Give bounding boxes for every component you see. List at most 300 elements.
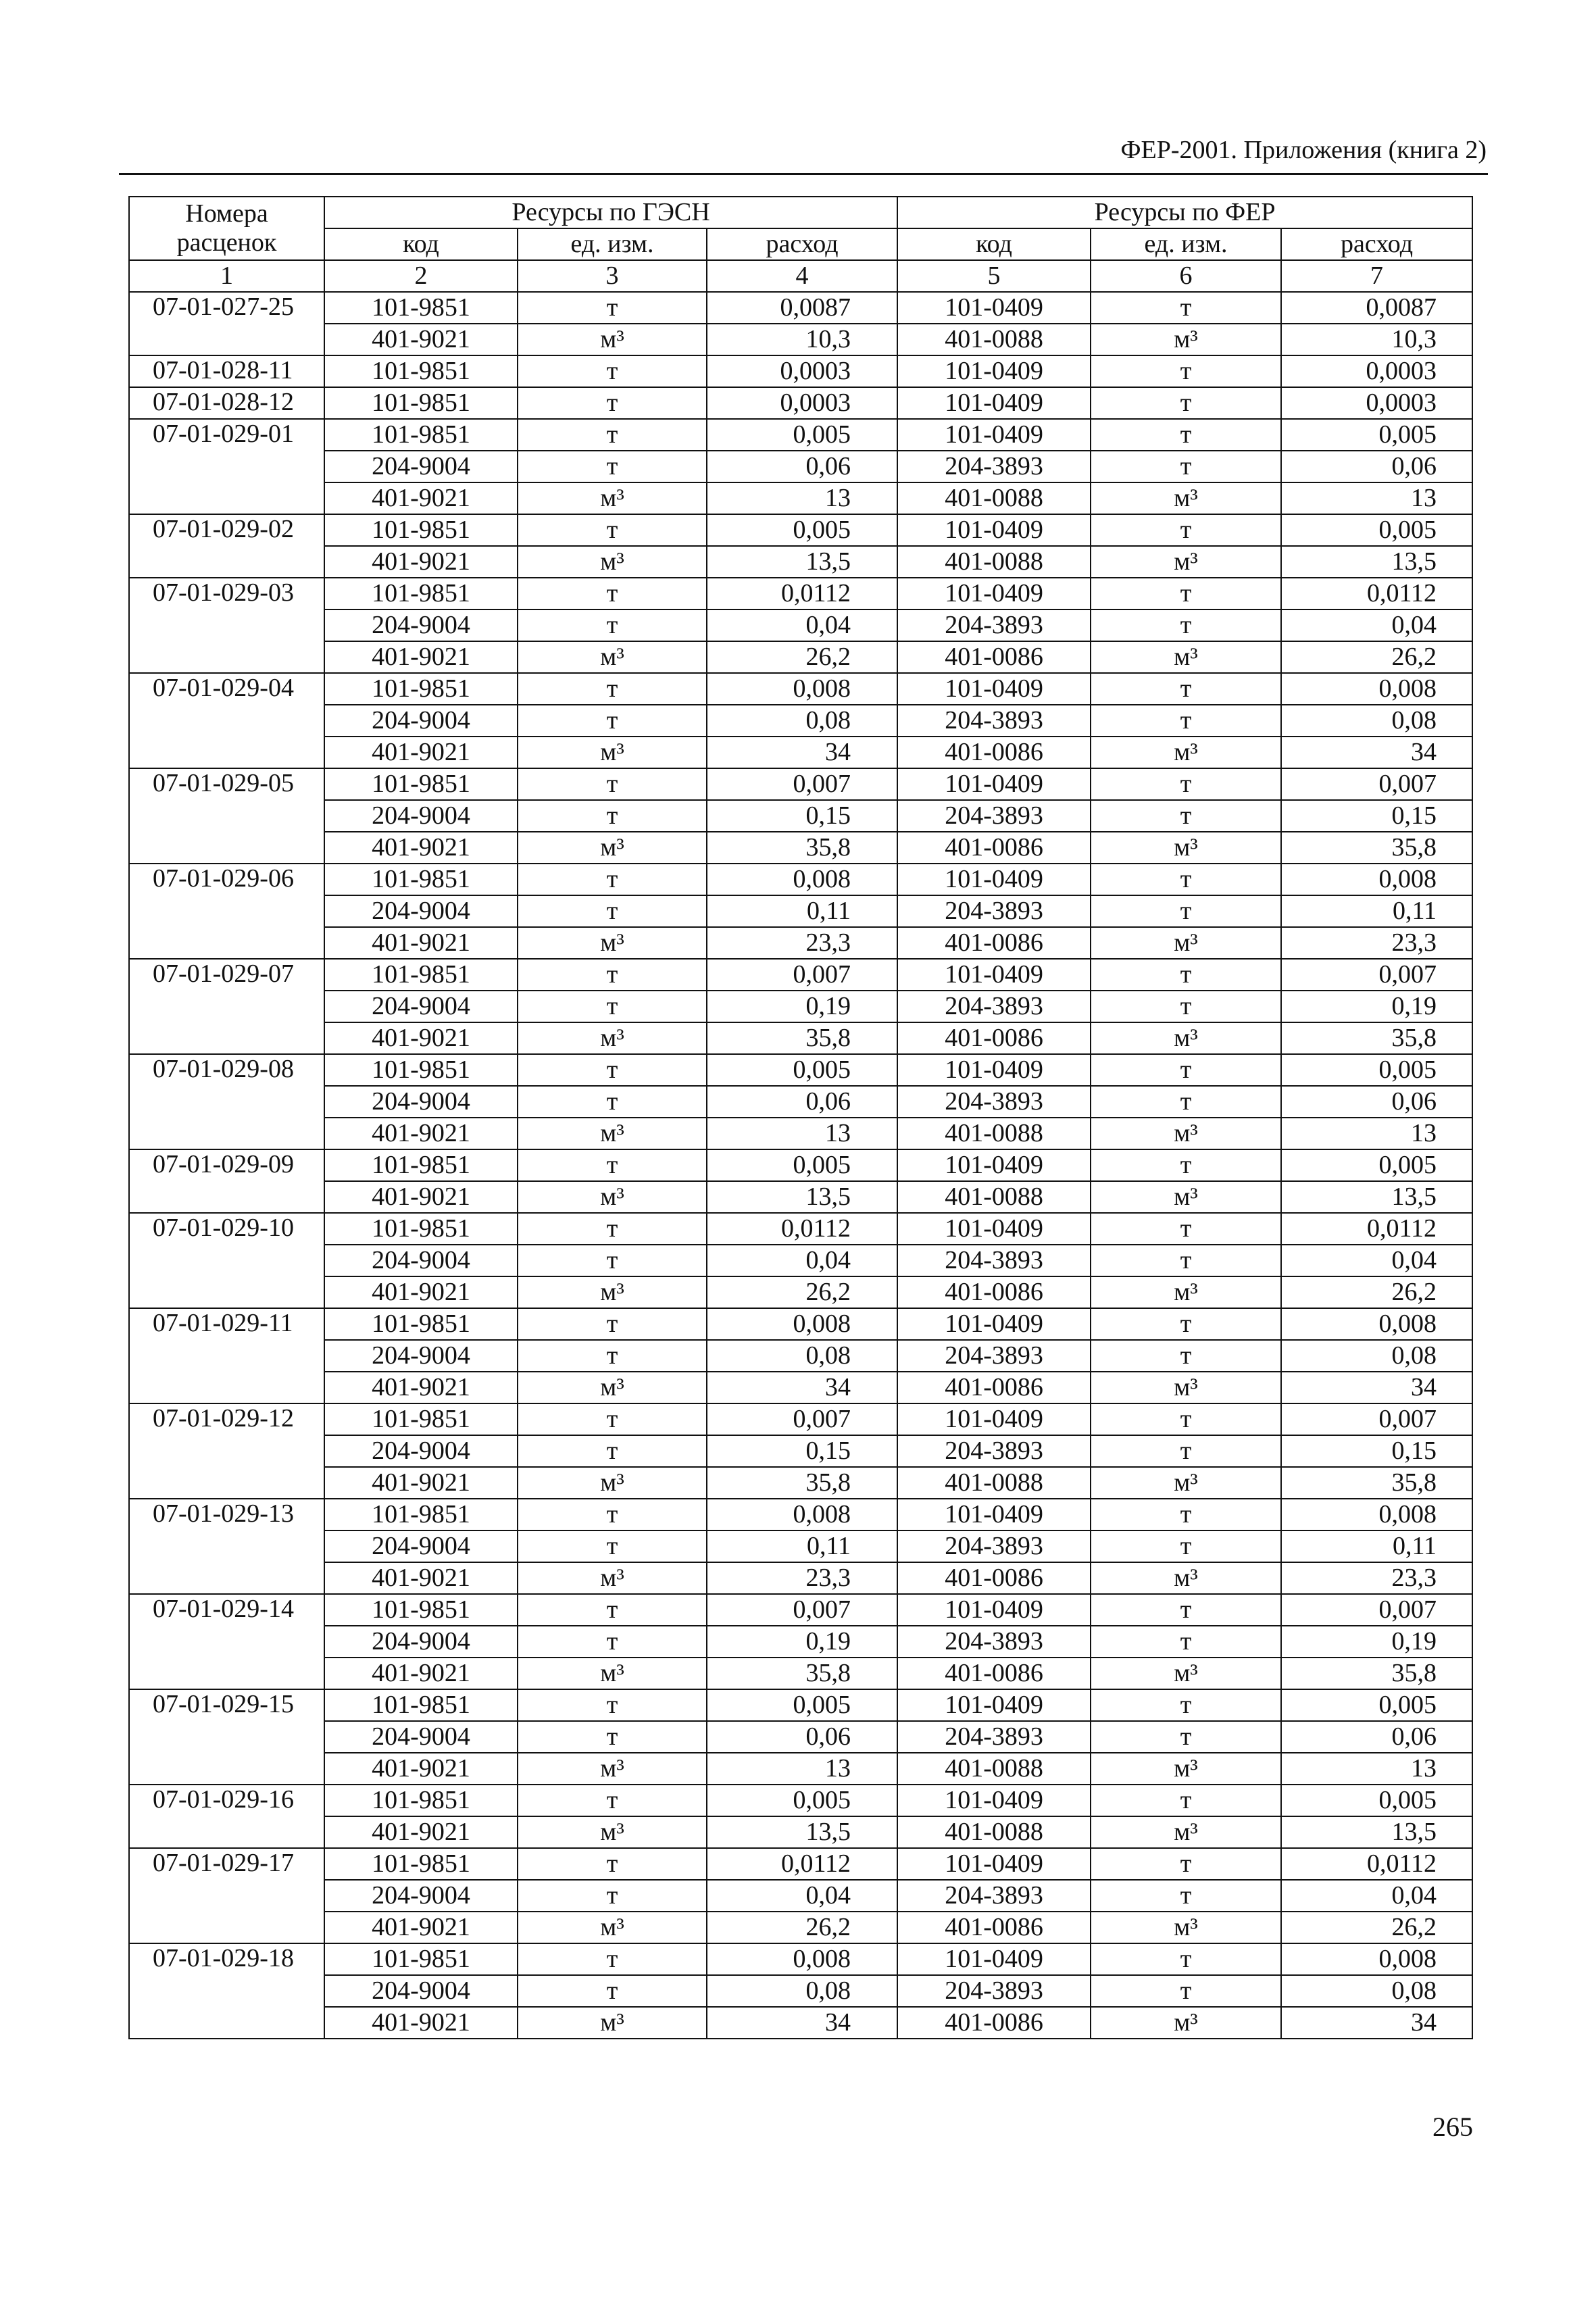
fer-code-cell: 204-3893: [897, 705, 1091, 737]
fer-amount-cell: 0,19: [1281, 1626, 1472, 1658]
table-row: [129, 1435, 1472, 1467]
fer-amount-cell: 0,0003: [1281, 355, 1472, 387]
fer-code-cell: 401-0086: [897, 737, 1091, 768]
gesn-amount-cell: 23,3: [707, 927, 897, 959]
fer-code-cell: 101-0409: [897, 419, 1091, 451]
gesn-amount-cell: 0,11: [707, 1530, 897, 1562]
fer-code-cell: 101-0409: [897, 1848, 1091, 1880]
fer-unit-cell: т: [1091, 1499, 1281, 1530]
fer-amount-cell: 0,0003: [1281, 387, 1472, 419]
gesn-unit-cell: м³: [518, 1658, 707, 1689]
fer-code-cell: 401-0086: [897, 1912, 1091, 1943]
table-row: [129, 1499, 1472, 1530]
gesn-amount-cell: 0,19: [707, 991, 897, 1022]
fer-code-cell: 204-3893: [897, 609, 1091, 641]
gesn-amount-cell: 0,04: [707, 609, 897, 641]
gesn-code-cell: 101-9851: [324, 387, 518, 419]
gesn-amount-cell: 0,007: [707, 1403, 897, 1435]
gesn-code-cell: 204-9004: [324, 1086, 518, 1118]
fer-code-cell: 401-0086: [897, 1022, 1091, 1054]
table-row: [129, 895, 1472, 927]
gesn-code-cell: 101-9851: [324, 1594, 518, 1626]
gesn-code-cell: 101-9851: [324, 959, 518, 991]
table-row: [129, 1753, 1472, 1785]
fer-code-cell: 204-3893: [897, 1435, 1091, 1467]
fer-amount-cell: 0,0112: [1281, 1213, 1472, 1245]
fer-code-cell: 401-0088: [897, 546, 1091, 578]
fer-code-cell: 401-0086: [897, 1372, 1091, 1403]
column-number-row: [129, 260, 1472, 292]
gesn-unit-cell: м³: [518, 1816, 707, 1848]
gesn-amount-cell: 13: [707, 1118, 897, 1149]
fer-code-cell: 101-0409: [897, 292, 1091, 324]
gesn-unit-cell: т: [518, 1626, 707, 1658]
fer-unit-cell: т: [1091, 387, 1281, 419]
gesn-amount-cell: 0,005: [707, 1785, 897, 1816]
fer-code-cell: 101-0409: [897, 1308, 1091, 1340]
gesn-amount-cell: 0,0112: [707, 1848, 897, 1880]
gesn-unit-cell: т: [518, 673, 707, 705]
table-row: [129, 1530, 1472, 1562]
fer-amount-cell: 0,005: [1281, 1149, 1472, 1181]
gesn-amount-cell: 0,008: [707, 1943, 897, 1975]
gesn-code-cell: 101-9851: [324, 1149, 518, 1181]
fer-unit-cell: т: [1091, 959, 1281, 991]
rate-number-cell: 07-01-029-11: [129, 1308, 324, 1403]
table-row: [129, 959, 1472, 991]
resource-table: [128, 196, 1473, 2039]
fer-code-cell: 204-3893: [897, 895, 1091, 927]
fer-amount-cell: 0,08: [1281, 1975, 1472, 2007]
gesn-unit-cell: т: [518, 1340, 707, 1372]
gesn-code-cell: 204-9004: [324, 1340, 518, 1372]
fer-code-cell: 101-0409: [897, 1689, 1091, 1721]
fer-unit-cell: т: [1091, 1626, 1281, 1658]
fer-amount-cell: 0,005: [1281, 1054, 1472, 1086]
gesn-amount-cell: 13,5: [707, 546, 897, 578]
gesn-unit-cell: м³: [518, 832, 707, 864]
fer-code-cell: 101-0409: [897, 1054, 1091, 1086]
gesn-unit-cell: м³: [518, 482, 707, 514]
fer-code-cell: 101-0409: [897, 387, 1091, 419]
fer-unit-cell: т: [1091, 1689, 1281, 1721]
fer-unit-cell: м³: [1091, 1467, 1281, 1499]
fer-unit-cell: т: [1091, 1594, 1281, 1626]
gesn-code-cell: 401-9021: [324, 2007, 518, 2039]
table-row: [129, 1975, 1472, 2007]
gesn-code-cell: 204-9004: [324, 895, 518, 927]
table-row: [129, 1658, 1472, 1689]
fer-code-cell: 204-3893: [897, 800, 1091, 832]
gesn-code-cell: 101-9851: [324, 292, 518, 324]
fer-unit-cell: м³: [1091, 482, 1281, 514]
page-number: 265: [1432, 2112, 1473, 2142]
fer-amount-cell: 13: [1281, 1753, 1472, 1785]
gesn-unit-cell: т: [518, 451, 707, 482]
gesn-amount-cell: 35,8: [707, 1022, 897, 1054]
fer-code-cell: 401-0088: [897, 1467, 1091, 1499]
fer-unit-cell: т: [1091, 705, 1281, 737]
fer-unit-cell: т: [1091, 800, 1281, 832]
table-row: [129, 1594, 1472, 1626]
rate-number-cell: 07-01-029-03: [129, 578, 324, 673]
gesn-unit-cell: м³: [518, 546, 707, 578]
gesn-code-cell: 401-9021: [324, 546, 518, 578]
gesn-amount-cell: 0,005: [707, 514, 897, 546]
fer-amount-cell: 0,005: [1281, 514, 1472, 546]
table-row: [129, 292, 1472, 324]
fer-code-header: код: [897, 228, 1091, 260]
gesn-code-cell: 401-9021: [324, 324, 518, 355]
gesn-amount-cell: 0,08: [707, 1340, 897, 1372]
table-row: [129, 578, 1472, 609]
gesn-code-cell: 401-9021: [324, 1658, 518, 1689]
gesn-code-cell: 204-9004: [324, 1721, 518, 1753]
table-head: [129, 197, 1472, 292]
gesn-amount-cell: 13: [707, 482, 897, 514]
fer-amount-cell: 0,04: [1281, 1245, 1472, 1276]
fer-code-cell: 101-0409: [897, 355, 1091, 387]
gesn-amount-cell: 35,8: [707, 832, 897, 864]
gesn-unit-cell: м³: [518, 927, 707, 959]
table-row: [129, 832, 1472, 864]
table-row: [129, 1372, 1472, 1403]
fer-amount-cell: 0,0112: [1281, 1848, 1472, 1880]
rate-number-cell: 07-01-029-05: [129, 768, 324, 864]
gesn-amount-cell: 0,0112: [707, 1213, 897, 1245]
rate-number-cell: 07-01-029-08: [129, 1054, 324, 1149]
fer-code-cell: 401-0086: [897, 2007, 1091, 2039]
gesn-amount-cell: 26,2: [707, 641, 897, 673]
fer-code-cell: 101-0409: [897, 1213, 1091, 1245]
gesn-unit-cell: т: [518, 387, 707, 419]
rate-number-cell: 07-01-029-12: [129, 1403, 324, 1499]
gesn-amount-cell: 0,005: [707, 419, 897, 451]
fer-amount-cell: 0,0087: [1281, 292, 1472, 324]
gesn-unit-cell: т: [518, 514, 707, 546]
fer-code-cell: 401-0086: [897, 641, 1091, 673]
gesn-code-cell: 401-9021: [324, 1372, 518, 1403]
fer-amount-cell: 35,8: [1281, 1658, 1472, 1689]
fer-unit-cell: т: [1091, 578, 1281, 609]
gesn-code-cell: 101-9851: [324, 1689, 518, 1721]
gesn-unit-cell: т: [518, 1086, 707, 1118]
gesn-amount-cell: 0,06: [707, 1086, 897, 1118]
fer-amount-cell: 10,3: [1281, 324, 1472, 355]
rate-number-cell: 07-01-028-12: [129, 387, 324, 419]
fer-unit-cell: м³: [1091, 832, 1281, 864]
table-row: [129, 1086, 1472, 1118]
fer-unit-cell: м³: [1091, 1276, 1281, 1308]
fer-amount-cell: 0,005: [1281, 419, 1472, 451]
fer-unit-cell: т: [1091, 1975, 1281, 2007]
fer-code-cell: 401-0088: [897, 482, 1091, 514]
rate-number-cell: 07-01-029-01: [129, 419, 324, 514]
rate-number-cell: 07-01-029-17: [129, 1848, 324, 1943]
fer-amount-header: расход: [1281, 228, 1472, 260]
fer-amount-cell: 23,3: [1281, 1562, 1472, 1594]
fer-unit-cell: м³: [1091, 546, 1281, 578]
fer-code-cell: 101-0409: [897, 864, 1091, 895]
gesn-unit-cell: т: [518, 1880, 707, 1912]
fer-amount-cell: 35,8: [1281, 1022, 1472, 1054]
gesn-code-cell: 204-9004: [324, 451, 518, 482]
fer-amount-cell: 26,2: [1281, 1912, 1472, 1943]
gesn-unit-cell: т: [518, 1594, 707, 1626]
fer-code-cell: 401-0088: [897, 1753, 1091, 1785]
gesn-amount-cell: 0,15: [707, 800, 897, 832]
fer-amount-cell: 13,5: [1281, 1816, 1472, 1848]
fer-code-cell: 101-0409: [897, 768, 1091, 800]
table-row: [129, 800, 1472, 832]
gesn-code-cell: 204-9004: [324, 1435, 518, 1467]
fer-amount-cell: 26,2: [1281, 641, 1472, 673]
table-row: [129, 1467, 1472, 1499]
fer-unit-cell: м³: [1091, 1912, 1281, 1943]
gesn-code-cell: 204-9004: [324, 1530, 518, 1562]
fer-unit-cell: т: [1091, 1943, 1281, 1975]
gesn-amount-cell: 23,3: [707, 1562, 897, 1594]
fer-unit-header: ед. изм.: [1091, 228, 1281, 260]
running-header: ФЕР-2001. Приложения (книга 2): [1120, 136, 1487, 164]
fer-amount-cell: 0,007: [1281, 1594, 1472, 1626]
gesn-amount-cell: 10,3: [707, 324, 897, 355]
gesn-unit-cell: м³: [518, 1022, 707, 1054]
column-number: 4: [707, 260, 897, 292]
fer-code-cell: 204-3893: [897, 451, 1091, 482]
rate-number-header: Номера расценок: [129, 197, 324, 260]
table-row: [129, 1626, 1472, 1658]
gesn-code-cell: 101-9851: [324, 578, 518, 609]
column-number: 2: [324, 260, 518, 292]
gesn-unit-cell: т: [518, 1848, 707, 1880]
gesn-unit-cell: т: [518, 1530, 707, 1562]
fer-code-cell: 401-0088: [897, 1816, 1091, 1848]
gesn-code-cell: 101-9851: [324, 514, 518, 546]
column-number: 5: [897, 260, 1091, 292]
gesn-amount-cell: 26,2: [707, 1912, 897, 1943]
fer-code-cell: 101-0409: [897, 1785, 1091, 1816]
fer-code-cell: 101-0409: [897, 514, 1091, 546]
gesn-unit-cell: т: [518, 705, 707, 737]
rate-number-cell: 07-01-028-11: [129, 355, 324, 387]
table-body: [129, 292, 1472, 2039]
fer-code-cell: 401-0088: [897, 324, 1091, 355]
table-row: [129, 451, 1472, 482]
gesn-code-cell: 101-9851: [324, 1943, 518, 1975]
fer-unit-cell: т: [1091, 864, 1281, 895]
fer-amount-cell: 0,005: [1281, 1689, 1472, 1721]
table-row: [129, 514, 1472, 546]
gesn-amount-cell: 0,15: [707, 1435, 897, 1467]
fer-amount-cell: 0,15: [1281, 1435, 1472, 1467]
fer-unit-cell: т: [1091, 1308, 1281, 1340]
fer-unit-cell: м³: [1091, 1181, 1281, 1213]
column-number: 6: [1091, 260, 1281, 292]
gesn-unit-cell: т: [518, 355, 707, 387]
fer-code-cell: 101-0409: [897, 1403, 1091, 1435]
fer-code-cell: 204-3893: [897, 1880, 1091, 1912]
fer-amount-cell: 0,06: [1281, 1721, 1472, 1753]
rate-number-cell: 07-01-029-18: [129, 1943, 324, 2039]
fer-code-cell: 101-0409: [897, 1499, 1091, 1530]
table-row: [129, 1054, 1472, 1086]
rate-number-cell: 07-01-029-13: [129, 1499, 324, 1594]
gesn-unit-cell: м³: [518, 1181, 707, 1213]
gesn-unit-cell: т: [518, 800, 707, 832]
fer-code-cell: 204-3893: [897, 1721, 1091, 1753]
fer-amount-cell: 0,008: [1281, 673, 1472, 705]
gesn-unit-cell: т: [518, 1149, 707, 1181]
gesn-amount-cell: 0,007: [707, 768, 897, 800]
gesn-code-cell: 401-9021: [324, 1753, 518, 1785]
column-number: 7: [1281, 260, 1472, 292]
gesn-code-cell: 204-9004: [324, 1975, 518, 2007]
gesn-code-cell: 204-9004: [324, 705, 518, 737]
fer-amount-cell: 34: [1281, 2007, 1472, 2039]
fer-unit-cell: т: [1091, 1340, 1281, 1372]
fer-code-cell: 401-0086: [897, 1658, 1091, 1689]
fer-code-cell: 101-0409: [897, 1594, 1091, 1626]
gesn-amount-cell: 0,0087: [707, 292, 897, 324]
table-row: [129, 546, 1472, 578]
gesn-code-cell: 401-9021: [324, 482, 518, 514]
fer-amount-cell: 0,0112: [1281, 578, 1472, 609]
gesn-amount-cell: 0,007: [707, 959, 897, 991]
fer-code-cell: 101-0409: [897, 1943, 1091, 1975]
fer-amount-cell: 13: [1281, 1118, 1472, 1149]
fer-unit-cell: т: [1091, 1086, 1281, 1118]
gesn-amount-cell: 26,2: [707, 1276, 897, 1308]
fer-amount-cell: 13,5: [1281, 546, 1472, 578]
table-row: [129, 1880, 1472, 1912]
gesn-amount-cell: 0,11: [707, 895, 897, 927]
gesn-unit-cell: т: [518, 1308, 707, 1340]
fer-unit-cell: т: [1091, 1403, 1281, 1435]
gesn-unit-cell: т: [518, 959, 707, 991]
fer-amount-cell: 0,11: [1281, 1530, 1472, 1562]
fer-unit-cell: т: [1091, 768, 1281, 800]
gesn-unit-cell: т: [518, 1975, 707, 2007]
gesn-amount-cell: 0,008: [707, 673, 897, 705]
gesn-code-cell: 204-9004: [324, 800, 518, 832]
gesn-unit-cell: м³: [518, 641, 707, 673]
gesn-amount-cell: 0,005: [707, 1149, 897, 1181]
gesn-amount-cell: 0,04: [707, 1880, 897, 1912]
rate-number-cell: 07-01-029-02: [129, 514, 324, 578]
gesn-unit-cell: м³: [518, 324, 707, 355]
fer-amount-cell: 0,007: [1281, 768, 1472, 800]
table-row: [129, 1276, 1472, 1308]
table-row: [129, 1816, 1472, 1848]
column-number: 3: [518, 260, 707, 292]
gesn-unit-cell: м³: [518, 1753, 707, 1785]
gesn-amount-cell: 35,8: [707, 1658, 897, 1689]
fer-amount-cell: 0,005: [1281, 1785, 1472, 1816]
gesn-code-cell: 401-9021: [324, 1467, 518, 1499]
fer-amount-cell: 34: [1281, 1372, 1472, 1403]
gesn-code-cell: 101-9851: [324, 673, 518, 705]
rate-number-cell: 07-01-029-06: [129, 864, 324, 959]
gesn-code-cell: 101-9851: [324, 1213, 518, 1245]
fer-unit-cell: т: [1091, 609, 1281, 641]
gesn-amount-cell: 0,19: [707, 1626, 897, 1658]
gesn-code-cell: 101-9851: [324, 1054, 518, 1086]
gesn-amount-cell: 0,0003: [707, 387, 897, 419]
table-row: [129, 1149, 1472, 1181]
fer-code-cell: 204-3893: [897, 1086, 1091, 1118]
gesn-code-header: код: [324, 228, 518, 260]
fer-unit-cell: т: [1091, 1213, 1281, 1245]
table-row: [129, 1308, 1472, 1340]
gesn-amount-cell: 0,04: [707, 1245, 897, 1276]
gesn-code-cell: 101-9851: [324, 864, 518, 895]
table-row: [129, 1213, 1472, 1245]
gesn-code-cell: 101-9851: [324, 1848, 518, 1880]
column-number: 1: [129, 260, 324, 292]
fer-amount-cell: 13: [1281, 482, 1472, 514]
gesn-code-cell: 401-9021: [324, 737, 518, 768]
table-row: [129, 705, 1472, 737]
table-row: [129, 1181, 1472, 1213]
gesn-code-cell: 204-9004: [324, 1245, 518, 1276]
gesn-unit-cell: м³: [518, 1467, 707, 1499]
gesn-amount-cell: 34: [707, 2007, 897, 2039]
gesn-unit-cell: м³: [518, 1912, 707, 1943]
rate-number-cell: 07-01-029-15: [129, 1689, 324, 1785]
fer-amount-cell: 0,04: [1281, 1880, 1472, 1912]
gesn-unit-cell: т: [518, 1785, 707, 1816]
gesn-amount-cell: 0,06: [707, 1721, 897, 1753]
fer-unit-cell: м³: [1091, 641, 1281, 673]
fer-code-cell: 401-0086: [897, 1276, 1091, 1308]
gesn-code-cell: 101-9851: [324, 1499, 518, 1530]
fer-code-cell: 204-3893: [897, 1245, 1091, 1276]
gesn-unit-cell: т: [518, 1721, 707, 1753]
fer-unit-cell: т: [1091, 514, 1281, 546]
gesn-code-cell: 204-9004: [324, 1880, 518, 1912]
gesn-unit-cell: т: [518, 768, 707, 800]
fer-amount-cell: 34: [1281, 737, 1472, 768]
gesn-unit-cell: т: [518, 1403, 707, 1435]
fer-amount-cell: 0,08: [1281, 1340, 1472, 1372]
gesn-code-cell: 101-9851: [324, 1308, 518, 1340]
fer-unit-cell: т: [1091, 355, 1281, 387]
fer-code-cell: 204-3893: [897, 1340, 1091, 1372]
gesn-amount-cell: 34: [707, 1372, 897, 1403]
fer-code-cell: 101-0409: [897, 1149, 1091, 1181]
fer-unit-cell: т: [1091, 991, 1281, 1022]
fer-amount-cell: 0,11: [1281, 895, 1472, 927]
fer-unit-cell: т: [1091, 419, 1281, 451]
gesn-code-cell: 204-9004: [324, 991, 518, 1022]
table-row: [129, 1245, 1472, 1276]
table-row: [129, 1943, 1472, 1975]
rate-number-cell: 07-01-029-04: [129, 673, 324, 768]
table-row: [129, 1721, 1472, 1753]
table-row: [129, 482, 1472, 514]
gesn-code-cell: 401-9021: [324, 927, 518, 959]
gesn-code-cell: 204-9004: [324, 609, 518, 641]
fer-unit-cell: т: [1091, 1721, 1281, 1753]
table-row: [129, 1562, 1472, 1594]
fer-amount-cell: 26,2: [1281, 1276, 1472, 1308]
fer-amount-cell: 0,008: [1281, 1499, 1472, 1530]
fer-unit-cell: т: [1091, 451, 1281, 482]
gesn-unit-cell: м³: [518, 2007, 707, 2039]
table-row: [129, 641, 1472, 673]
fer-amount-cell: 0,15: [1281, 800, 1472, 832]
